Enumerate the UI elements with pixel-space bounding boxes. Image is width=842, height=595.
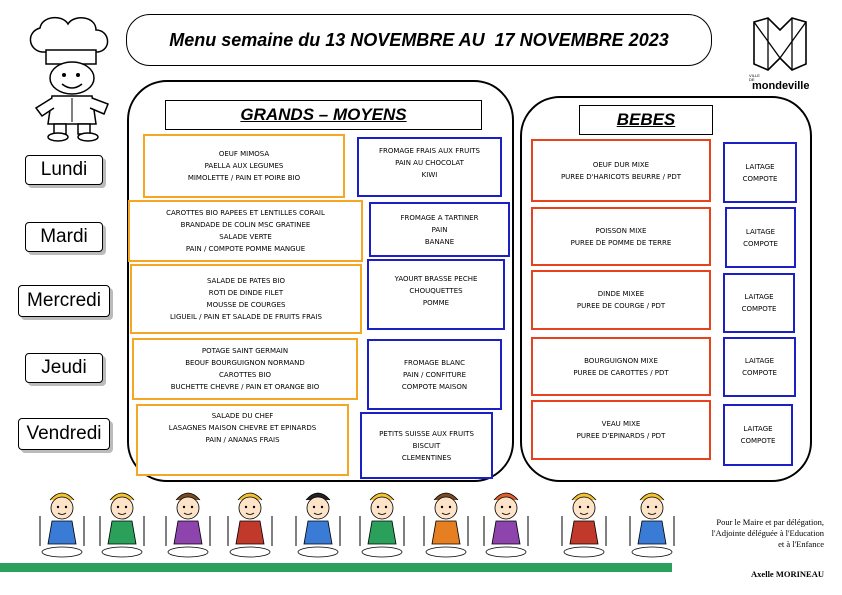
meal-line: LAITAGE	[744, 357, 775, 365]
kid-figure	[424, 493, 468, 557]
green-table-bar	[0, 563, 672, 572]
meal-line: COMPOTE	[741, 305, 777, 313]
meal-line: BOURGUIGNON MIXE	[584, 356, 658, 365]
signature-line: l'Adjointe déléguée à l'Education	[711, 528, 824, 538]
meal-line: PAIN	[431, 225, 448, 234]
bebes-meal-lundi	[531, 139, 711, 202]
chef-illustration	[22, 12, 126, 142]
meal-line: PAIN / COMPOTE POMME MANGUE	[185, 245, 306, 253]
kid-figure	[562, 493, 606, 557]
meal-line: CAROTTES BIO	[219, 371, 271, 379]
grands-meal-mardi	[128, 200, 363, 262]
meal-line: LAITAGE	[745, 227, 776, 236]
grands-meal-vendredi	[136, 404, 349, 476]
bebes-meal-jeudi	[531, 337, 711, 396]
meal-line: PUREE DE CAROTTES / PDT	[573, 368, 669, 377]
meal-line: FROMAGE FRAIS AUX FRUITS	[378, 147, 481, 155]
meal-line: PAELLA AUX LEGUMES	[204, 162, 284, 170]
signature-line: et à l'Enfance	[778, 539, 824, 549]
meal-line: PAIN / CONFITURE	[402, 370, 467, 379]
meal-line: BISCUIT	[412, 441, 441, 450]
day-mercredi: Mercredi	[18, 285, 110, 317]
meal-line: PAIN AU CHOCOLAT	[395, 159, 464, 167]
meal-line: COMPOTE MAISON	[401, 382, 468, 391]
meal-line: PUREE D'HARICOTS BEURRE / PDT	[560, 172, 682, 181]
grands-gouter-mardi	[369, 202, 510, 257]
bebes-meal-mardi	[531, 207, 711, 266]
grands-meal-jeudi	[132, 338, 358, 400]
grands-gouter-vendredi	[360, 412, 493, 479]
meal-line: COMPOTE	[740, 437, 776, 445]
meal-line: BEOUF BOURGUIGNON NORMAND	[185, 359, 305, 367]
meal-line: YAOURT BRASSE PECHE	[394, 275, 478, 283]
bebes-gouter-mardi	[725, 207, 796, 268]
kid-figure	[630, 493, 674, 557]
meal-line: PUREE DE POMME DE TERRE	[570, 238, 672, 247]
meal-line: MIMOLETTE / PAIN ET POIRE BIO	[187, 174, 301, 182]
meal-line: POISSON MIXE	[595, 226, 647, 235]
meal-line: ROTI DE DINDE FILET	[208, 289, 284, 297]
kids-at-table-illustration	[0, 486, 700, 566]
bebes-meal-mercredi	[531, 270, 711, 330]
meal-line: LAITAGE	[745, 162, 775, 171]
meal-line: CHOUQUETTES	[409, 287, 463, 295]
grands-meal-mercredi	[130, 264, 362, 334]
meal-line: PAIN / ANANAS FRAIS	[205, 436, 280, 444]
meal-line: KIWI	[421, 171, 438, 179]
meal-line: SALADE DE PATES BIO	[206, 277, 286, 285]
kid-figure	[228, 493, 272, 557]
menu-title-bubble	[126, 14, 712, 66]
kid-figure	[100, 493, 144, 557]
meal-line: OEUF MIMOSA	[218, 150, 270, 158]
day-jeudi: Jeudi	[25, 353, 103, 383]
grands-gouter-lundi	[357, 137, 502, 197]
bebes-gouter-jeudi	[723, 337, 796, 397]
meal-line: BRANDADE DE COLIN MSC GRATINEE	[180, 221, 311, 229]
day-lundi: Lundi	[25, 155, 103, 185]
signer-name: Axelle MORINEAU	[751, 569, 824, 579]
signature-block	[680, 517, 824, 550]
meal-line: LAITAGE	[743, 425, 773, 433]
meal-line: MOUSSE DE COURGES	[206, 301, 286, 309]
meal-line: PETITS SUISSE AUX FRUITS	[379, 429, 474, 438]
menu-title: Menu semaine du 13 NOVEMBRE AU 17 NOVEMBRE 2023	[169, 29, 669, 50]
meal-line: POTAGE SAINT GERMAIN	[201, 347, 289, 355]
bebes-gouter-lundi	[723, 142, 797, 203]
meal-line: BANANE	[424, 237, 455, 246]
meal-line: CLEMENTINES	[401, 453, 452, 462]
bebes-gouter-vendredi	[723, 404, 793, 466]
meal-line: COMPOTE	[742, 369, 777, 377]
panel-title-bebes: BEBES	[579, 105, 713, 135]
meal-line: OEUF DUR MIXE	[592, 160, 650, 169]
grands-gouter-jeudi	[367, 339, 502, 410]
meal-line: LIGUEIL / PAIN ET SALADE DE FRUITS FRAIS	[170, 313, 322, 321]
kid-figure	[166, 493, 210, 557]
meal-line: PUREE D'EPINARDS / PDT	[576, 432, 666, 440]
meal-line: SALADE VERTE	[219, 233, 272, 241]
kid-figure	[360, 493, 404, 557]
meal-line: CAROTTES BIO RAPEES ET LENTILLES CORAIL	[166, 209, 325, 217]
meal-line: LAITAGE	[744, 293, 774, 301]
meal-line: COMPOTE	[743, 239, 778, 248]
kid-figure	[40, 493, 84, 557]
meal-line: VEAU MIXE	[601, 420, 641, 428]
kid-figure	[484, 493, 528, 557]
panel-title-grands-moyens: GRANDS – MOYENS	[165, 100, 482, 130]
meal-line: SALADE DU CHEF	[211, 412, 274, 420]
bebes-gouter-mercredi	[723, 273, 795, 333]
meal-line: FROMAGE A TARTINER	[400, 213, 479, 222]
day-vendredi: Vendredi	[18, 418, 110, 450]
signature-line: Pour le Maire et par délégation,	[716, 517, 824, 527]
meal-line: FROMAGE BLANC	[404, 358, 465, 367]
logo-name: mondeville	[752, 80, 810, 92]
kid-figure	[296, 493, 340, 557]
meal-line: LASAGNES MAISON CHEVRE ET EPINARDS	[168, 424, 317, 432]
meal-line: DINDE MIXEE	[597, 290, 645, 298]
meal-line: BUCHETTE CHEVRE / PAIN ET ORANGE BIO	[170, 383, 320, 391]
grands-meal-lundi	[143, 134, 345, 198]
logo-small-text: VILLE DE	[749, 73, 760, 82]
meal-line: POMME	[422, 299, 450, 307]
bebes-meal-vendredi	[531, 400, 711, 460]
meal-line: PUREE DE COURGE / PDT	[576, 302, 666, 310]
meal-line: COMPOTE	[742, 174, 778, 183]
grands-gouter-mercredi	[367, 259, 505, 330]
day-mardi: Mardi	[25, 222, 103, 252]
